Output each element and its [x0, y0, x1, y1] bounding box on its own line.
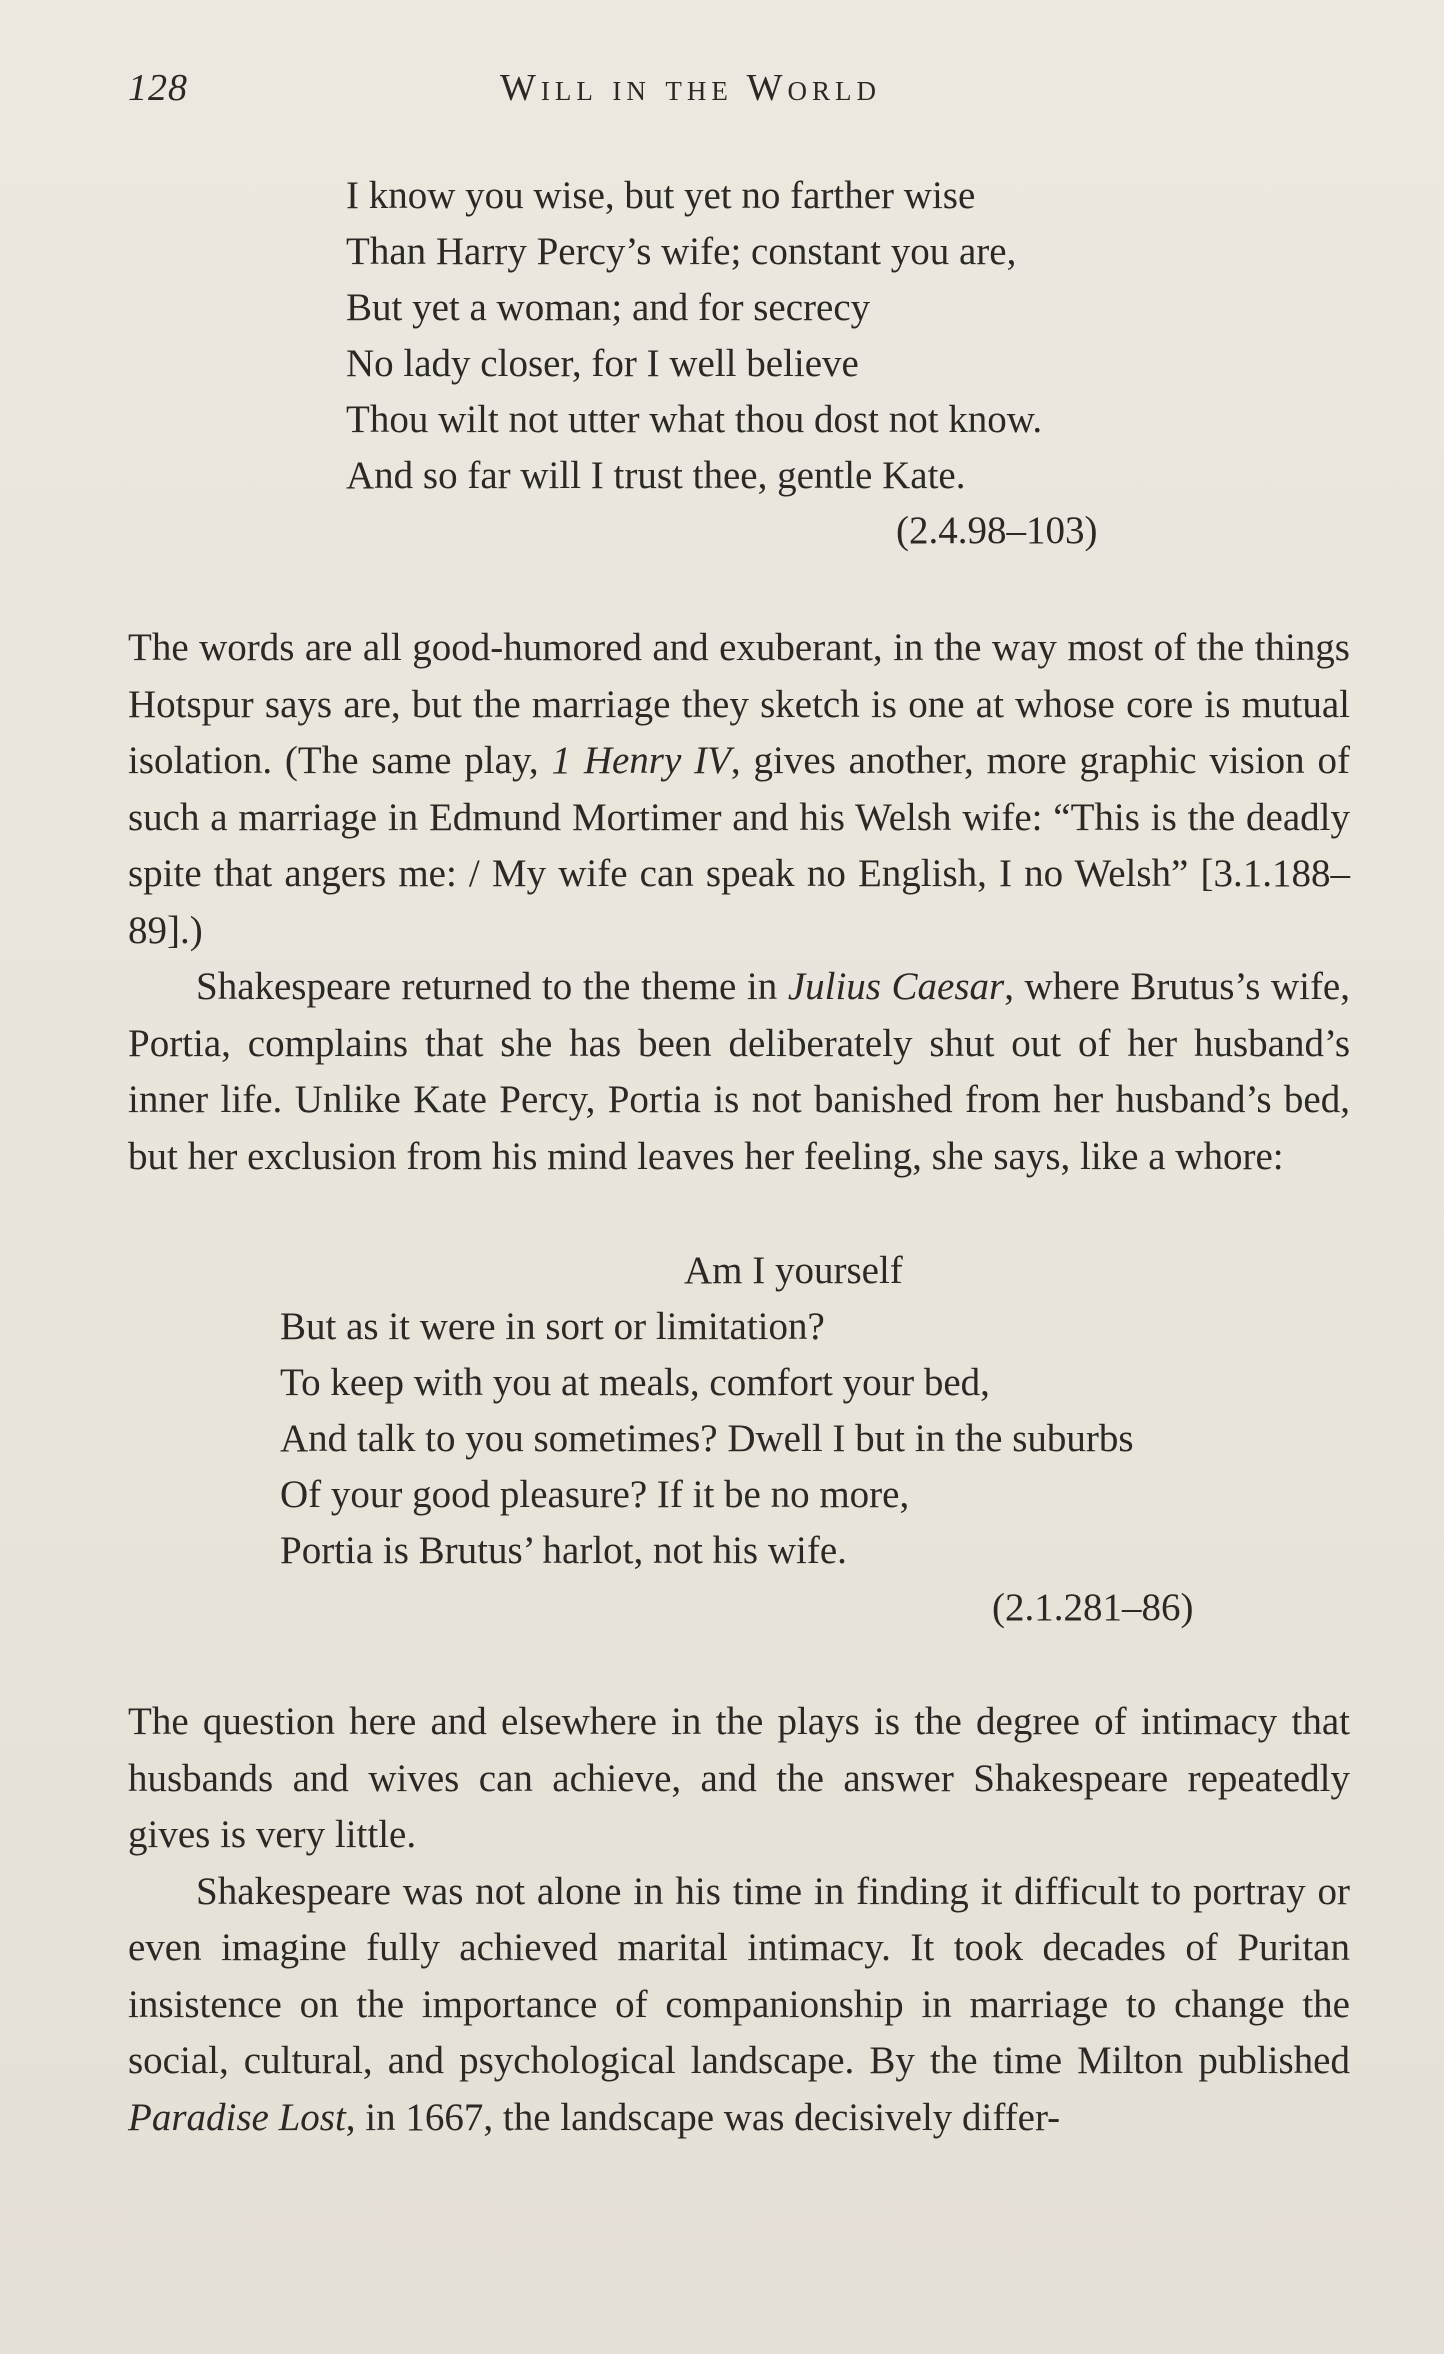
paragraph-text: , where Brutus’s wife, Portia, complains that she has been deliberately shut out of her husband’s inner life. Unlike Kate Percy, Portia is not banished from her husband’s bed, but her exclusion from his mind leaves her feeling, she says, like a whore:	[128, 965, 1350, 1178]
page-number: 128	[128, 67, 188, 109]
verse-line: Than Harry Percy’s wife; constant you are,	[346, 230, 1017, 273]
paragraph	[128, 959, 1350, 1185]
verse-line: Portia is Brutus’ harlot, not his wife.	[280, 1529, 847, 1572]
play-title: 1 Henry IV	[551, 739, 731, 782]
verse-line: But as it were in sort or limitation?	[280, 1305, 825, 1348]
verse-line: To keep with you at meals, comfort your bed,	[280, 1361, 990, 1404]
verse-line: Thou wilt not utter what thou dost not know.	[346, 398, 1043, 441]
paragraph	[128, 1864, 1350, 2147]
book-title: Will in the World	[500, 67, 881, 109]
verse-line: Am I yourself	[684, 1249, 903, 1292]
verse-line: And talk to you sometimes? Dwell I but in the suburbs	[280, 1417, 1134, 1460]
paragraph-text: The words are all good-humored and exuberant, in the way most of the things Hotspur says are, but the marriage they sketch is one at whose core is mutual isolation. (The same play,	[128, 626, 1350, 782]
running-head	[0, 66, 1444, 116]
paragraph: The question here and elsewhere in the plays is the degree of intimacy that husbands and wives can achieve, and the answer Shakespeare repeatedly gives is very little.	[128, 1700, 1350, 1856]
paragraph-text: Shakespeare returned to the theme in	[196, 965, 788, 1008]
verse-line: And so far will I trust thee, gentle Kate.	[346, 454, 966, 497]
verse-citation: (2.1.281–86)	[992, 1586, 1194, 1629]
paragraph-text: , in 1667, the landscape was decisively differ-	[345, 2095, 1061, 2139]
verse-line: No lady closer, for I well believe	[346, 342, 859, 385]
verse-quote-portia	[280, 1243, 1134, 1579]
paragraph-text: , gives another, more graphic vision of such a marriage in Edmund Mortimer and his Welsh wife: “This is the deadly spite that angers me: / My wife can speak no English, I no Welsh” [3.1.188–89].)	[128, 739, 1350, 952]
paragraph	[128, 620, 1350, 959]
prose-block	[128, 1694, 1350, 2146]
paragraph-text: Shakespeare was not alone in his time in finding it difficult to portray or even imagine fully achieved marital intimacy. It took decades of Puritan insistence on the importance of companionship in marriage to change the social, cultural, and psychological landscape. By the time Milton published	[128, 1869, 1350, 2082]
verse-line: Of your good pleasure? If it be no more,	[280, 1473, 910, 1516]
verse-citation: (2.4.98–103)	[896, 509, 1098, 552]
verse-line: But yet a woman; and for secrecy	[346, 286, 871, 329]
play-title: Julius Caesar	[787, 965, 1005, 1008]
prose-block	[128, 620, 1350, 1185]
book-title-reference: Paradise Lost	[128, 2095, 346, 2139]
verse-quote-hotspur	[346, 168, 1042, 504]
verse-line: I know you wise, but yet no farther wise	[346, 174, 976, 217]
